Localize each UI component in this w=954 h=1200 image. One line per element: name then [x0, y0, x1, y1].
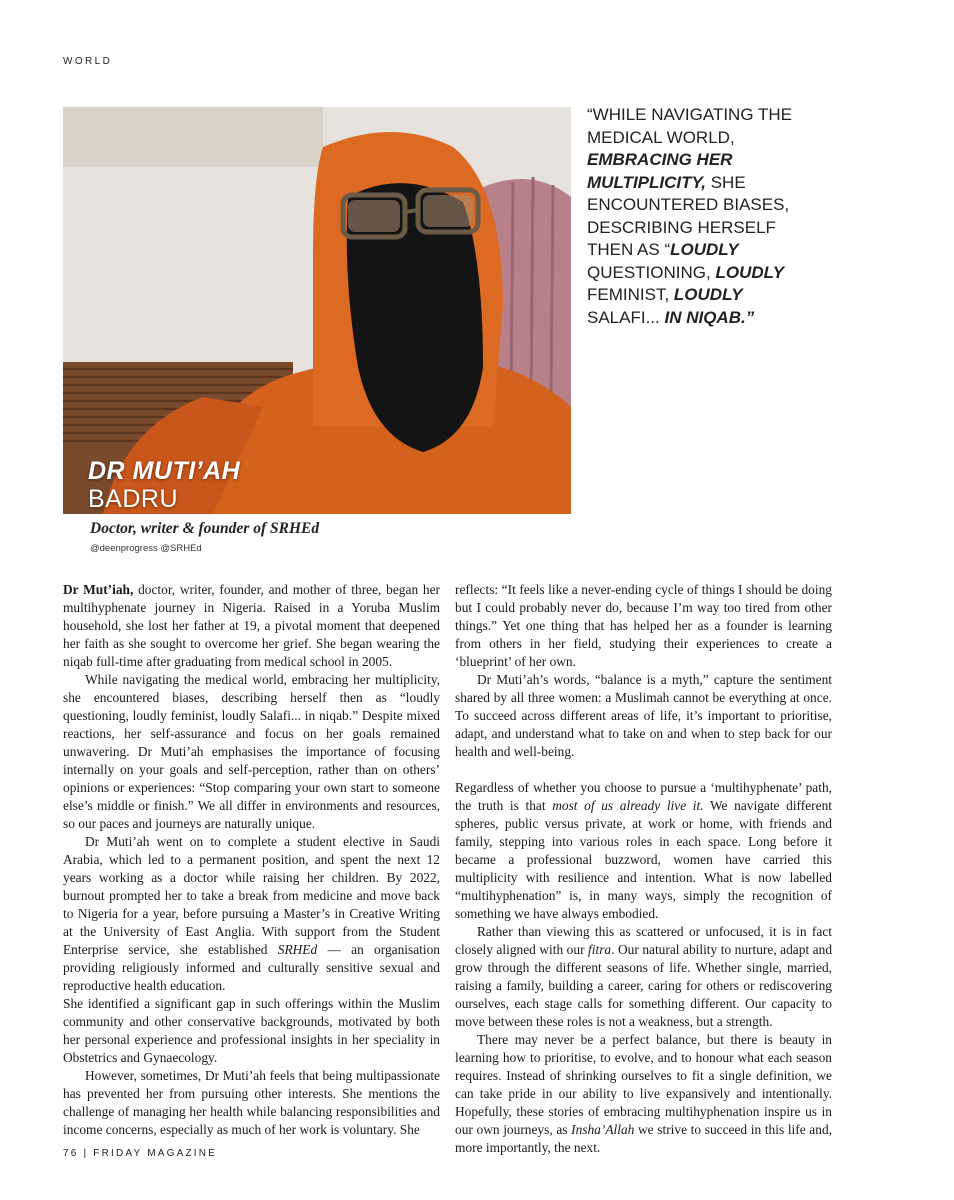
article-paragraph: Dr Mut’iah, doctor, writer, founder, and mother of three, began her multihyphenate journey in Nigeria. Raised in a Yoruba Muslim household, she lost her father at 19, a pivotal moment that deepened her faith as she sought to overcome her grief. She began wearing the niqab full-time after graduating from medical school in 2005.: [63, 582, 440, 669]
pull-quote: [587, 104, 802, 329]
article-paragraph: Rather than viewing this as scattered or unfocused, it is in fact closely aligned with our fitra. Our natural ability to nurture, adapt and grow through the different seasons of life. Whether single, married, raising a family, building a career, caring for others or rediscovering ourselves, each stage calls for something different. Our capacity to move between these roles is not a weakness, but a strength.: [455, 924, 833, 1029]
pull-quote-segment: QUESTIONING,: [587, 262, 716, 282]
pull-quote-segment: SHE ENCOUNTERED BIASES, DESCRIBING HERSELF THEN AS “: [587, 172, 790, 259]
article-paragraph: However, sometimes, Dr Muti’ah feels that being multipassionate has prevented her from pursuing other interests. She mentions the challenge of managing her health while balancing responsibilities and income concerns, especially as much of her work is voluntary. She: [63, 1068, 440, 1137]
article-paragraph: reflects: “It feels like a never-ending cycle of things I should be doing but I could probably never do, because I’m way too tired from other things.” Yet one thing that has helped her as a founder is learning from others in her field, studying their experiences to create a ‘blueprint’ of her own.: [455, 582, 832, 669]
article-paragraph: Dr Muti’ah went on to complete a student elective in Saudi Arabia, which led to a permanent position, and spent the next 12 years working as a doctor while raising her children. By 2022, burnout prompted her to take a break from medicine and move back to Nigeria for a year, before pursuing a Master’s in Creative Writing at the University of East Anglia. With support from the Student Enterprise service, she established SRHEd — an organisation providing religiously informed and culturally sensitive sexual and reproductive health education.: [63, 834, 441, 993]
name-first: DR MUTI’AH: [88, 457, 241, 485]
article-paragraph: There may never be a perfect balance, but there is beauty in learning how to prioritise, to evolve, and to honour what each season requires. Instead of shrinking ourselves to fit a single definition, we can take pride in our ability to live expansively and intentionally. Hopefully, these stories of embracing multihyphenation inspire us in our own journeys, as Insha’Allah we strive to succeed in this life and, more importantly, the next.: [455, 1032, 832, 1155]
pull-quote-segment: IN NIQAB.”: [664, 307, 755, 327]
pull-quote-segment: FEMINIST,: [587, 285, 674, 304]
article-paragraph: She identified a significant gap in such offerings within the Muslim community and other conservative backgrounds, motivated by both her personal experience and professional insights in her speciality in Obstetrics and Gynaecology.: [63, 996, 440, 1065]
section-label: WORLD: [63, 56, 113, 67]
article-column-left: [63, 581, 440, 1139]
pull-quote-segment: LOUDLY: [673, 285, 743, 304]
page-footer: 76 | FRIDAY MAGAZINE: [63, 1148, 218, 1159]
article-paragraph: Dr Muti’ah’s words, “balance is a myth,” capture the sentiment shared by all three women: a Muslimah cannot be everything at once. To succeed across different areas of life, it’s important to prioritise, adapt, and understand what to take on and when to step back for our health and well-being.: [455, 672, 832, 759]
portrait-illustration: [63, 107, 571, 514]
pull-quote-segment: “WHILE NAVIGATING THE MEDICAL WORLD,: [587, 105, 792, 147]
portrait-photo: [63, 107, 571, 514]
name-last: BADRU: [88, 485, 179, 513]
pull-quote-segment: LOUDLY: [670, 240, 739, 259]
article-paragraph: Regardless of whether you choose to pursue a ‘multihyphenate’ path, the truth is that most of us already live it. We navigate different spheres, public versus private, at work or home, with friends and family, stepping into various roles in each space. Long before it became a professional buzzword, women have carried this multiplicity with resilience and intention. What is now labelled “multihyphenation” is, in many ways, simply the recognition of something we have always embodied.: [455, 780, 832, 921]
article-column-right: [455, 581, 832, 1157]
pull-quote-segment: EMBRACING HER MULTIPLICITY,: [587, 150, 733, 192]
pull-quote-segment: LOUDLY: [715, 262, 785, 282]
article-paragraph: While navigating the medical world, embracing her multiplicity, she encountered biases, describing herself then as “loudly questioning, loudly feminist, loudly Salafi... in niqab.” Despite mixed reactions, her self-assurance and focus on her goals remained unwavering. Dr Muti’ah emphasises the importance of focusing internally on your goals and self-perception, rather than on others’ opinions or experiences: “Stop comparing your own start to someone else’s middle or finish.” We all differ in environments and resources, so our paces and journeys are naturally unique.: [63, 672, 440, 831]
social-handles: @deenprogress @SRHEd: [90, 543, 202, 554]
name-overlay: [88, 457, 240, 513]
profile-role: Doctor, writer & founder of SRHEd: [90, 520, 320, 537]
pull-quote-segment: SALAFI...: [587, 307, 665, 327]
